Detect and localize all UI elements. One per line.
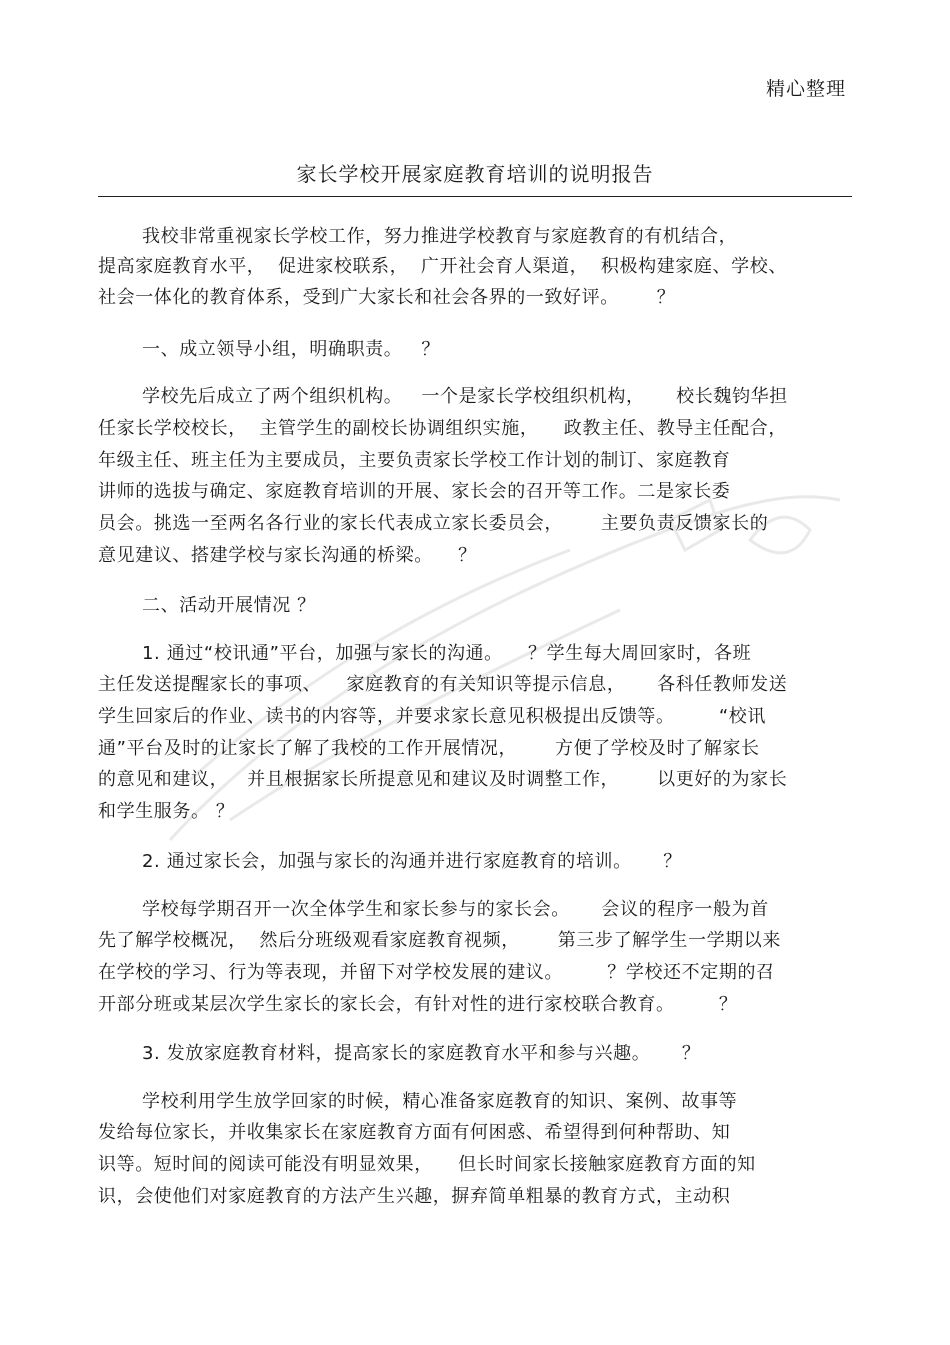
header-tag: 精心整理	[765, 78, 846, 100]
title-divider	[98, 196, 852, 197]
section-heading: 二、活动开展情况 ？	[142, 595, 316, 616]
paragraph-line: 提高家庭教育水平， 促进家校联系， 广开社会育人渠道， 积极构建家庭、学校、	[98, 256, 787, 277]
paragraph-line: 识等。短时间的阅读可能没有明显效果， 但长时间家长接触家庭教育方面的知	[98, 1154, 756, 1175]
paragraph-line: 1. 通过“校讯通”平台，加强与家长的沟通。 ？学生每大周回家时，各班	[142, 643, 752, 664]
paragraph-line: 学校每学期召开一次全体学生和家长参与的家长会。 会议的程序一般为首	[142, 899, 769, 920]
paragraph-line: 在学校的学习、行为等表现，并留下对学校发展的建议。 ？学校还不定期的召	[98, 962, 775, 983]
paragraph-line: 学校先后成立了两个组织机构。 一个是家长学校组织机构， 校长魏钧华担	[142, 386, 788, 407]
paragraph-line: 发给每位家长，并收集家长在家庭教育方面有何困惑、希望得到何种帮助、知	[98, 1122, 731, 1143]
section-heading: 一、成立领导小组，明确职责。 ？	[142, 339, 440, 360]
paragraph-line: 学校利用学生放学回家的时候，精心准备家庭教育的知识、案例、故事等	[142, 1091, 738, 1112]
paragraph-line: 社会一体化的教育体系，受到广大家长和社会各界的一致好评。 ？	[98, 287, 676, 308]
paragraph-line: 和学生服务。 ？	[98, 801, 235, 822]
paragraph-line: 通”平台及时的让家长了解了我校的工作开展情况， 方便了学校及时了解家长	[98, 738, 760, 759]
paragraph-line: 主任发送提醒家长的事项、 家庭教育的有关知识等提示信息， 各科任教师发送	[98, 674, 788, 695]
paragraph-line: 任家长学校校长， 主管学生的副校长协调组织实施， 政教主任、教导主任配合，	[98, 418, 787, 439]
paragraph-line: 年级主任、班主任为主要成员，主要负责家长学校工作计划的制订、家庭教育	[98, 450, 731, 471]
document-title: 家长学校开展家庭教育培训的说明报告	[296, 162, 654, 186]
paragraph-line: 讲师的选拔与确定、家庭教育培训的开展、家长会的召开等工作。二是家长委	[98, 481, 731, 502]
paragraph-line: 的意见和建议， 并且根据家长所提意见和建议及时调整工作， 以更好的为家长	[98, 769, 788, 790]
paragraph-line: 我校非常重视家长学校工作，努力推进学校教育与家庭教育的有机结合，	[142, 226, 738, 247]
paragraph-line: 意见建议、搭建学校与家长沟通的桥梁。 ？	[98, 545, 477, 566]
paragraph-line: 识，会使他们对家庭教育的方法产生兴趣，摒弃简单粗暴的教育方式，主动积	[98, 1186, 731, 1207]
section-heading: 2. 通过家长会，加强与家长的沟通并进行家庭教育的培训。 ？	[142, 851, 682, 872]
paragraph-line: 学生回家后的作业、读书的内容等，并要求家长意见积极提出反馈等。 “校讯	[98, 706, 766, 727]
section-heading: 3. 发放家庭教育材料，提高家长的家庭教育水平和参与兴趣。 ？	[142, 1043, 701, 1064]
paragraph-line: 员会。挑选一至两名各行业的家长代表成立家长委员会， 主要负责反馈家长的	[98, 513, 769, 534]
paragraph-line: 开部分班或某层次学生家长的家长会，有针对性的进行家校联合教育。 ？	[98, 994, 738, 1015]
paragraph-line: 先了解学校概况， 然后分班级观看家庭教育视频， 第三步了解学生一学期以来	[98, 930, 781, 951]
